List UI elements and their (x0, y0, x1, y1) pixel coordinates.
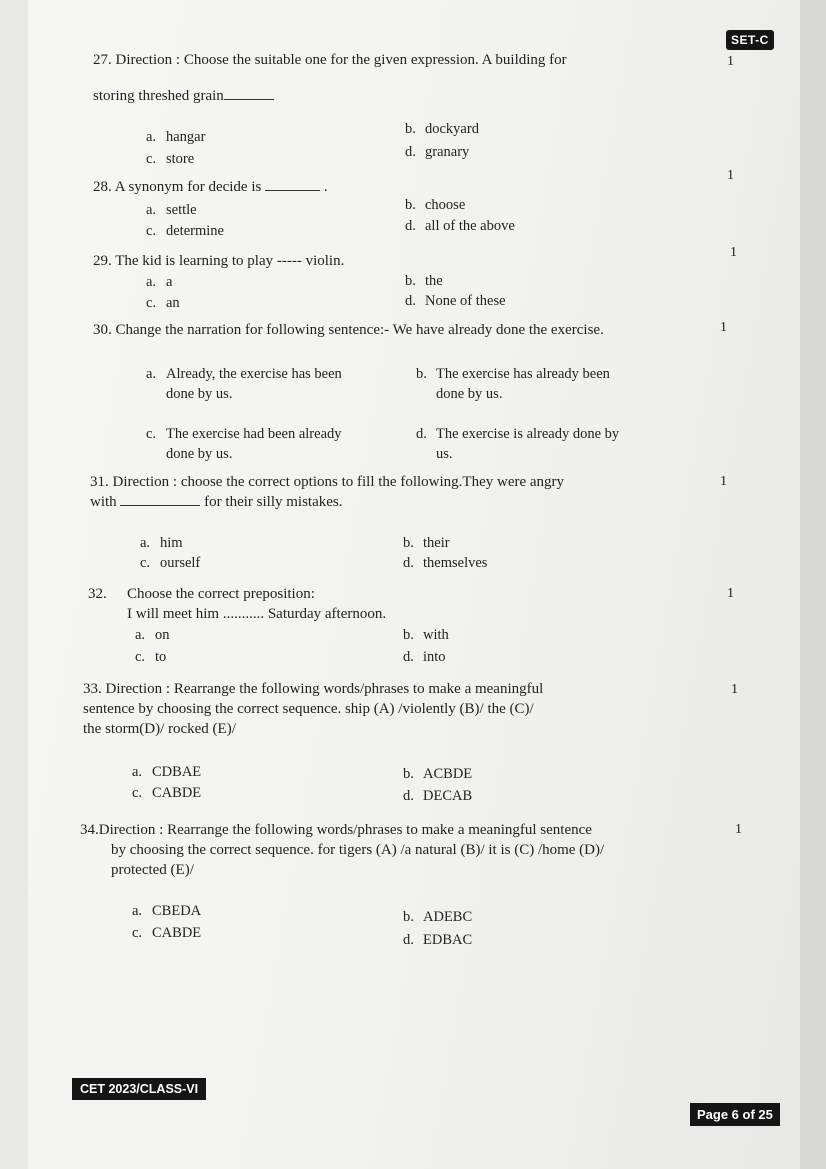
option-letter: a. (135, 627, 146, 643)
option-letter: c. (146, 151, 157, 167)
option-d (403, 647, 446, 667)
option-text: settle (166, 202, 197, 218)
option-text: all of the above (425, 218, 515, 234)
option-text: CDBAE (152, 764, 202, 780)
option-letter: b. (405, 273, 416, 289)
question-line: Direction : Choose the suitable one for the given expression. A building for (115, 52, 567, 68)
option-a (146, 127, 205, 147)
page-edge (800, 0, 826, 1169)
question-line: Direction : Rearrange the following words/phrases to make a meaningful (105, 681, 544, 697)
option-letter: d. (416, 426, 427, 442)
option-a (146, 364, 342, 404)
option-letter: d. (405, 144, 416, 160)
mark: 1 (731, 682, 738, 697)
option-letter: b. (405, 197, 416, 213)
option-a (146, 272, 172, 292)
option-letter: b. (416, 366, 427, 382)
question-number: 34. (80, 822, 99, 838)
option-text: a (166, 274, 173, 290)
mark: 1 (727, 54, 734, 69)
page-number-label: Page 6 of 25 (690, 1103, 780, 1126)
option-text: with (423, 627, 449, 643)
option-text: the (425, 273, 443, 289)
option-text: done by us. (436, 386, 503, 402)
mark: 1 (727, 586, 734, 601)
option-c (146, 149, 194, 169)
option-letter: b. (403, 909, 414, 925)
option-letter: c. (135, 649, 146, 665)
option-a (132, 762, 201, 782)
mark: 1 (730, 245, 737, 260)
option-letter: a. (132, 903, 143, 919)
option-text: done by us. (166, 386, 233, 402)
question-line: Choose the correct preposition: (127, 586, 315, 602)
option-d (403, 930, 472, 950)
option-letter: d. (405, 293, 416, 309)
option-text: hangar (166, 129, 206, 145)
mark: 1 (735, 822, 742, 837)
option-b (416, 364, 610, 404)
exam-code-label: CET 2023/CLASS-VI (72, 1078, 206, 1100)
question-line: Change the narration for following sentence:- We have already done the exercise. (115, 322, 604, 338)
question-line: for their silly mistakes. (204, 494, 343, 510)
option-d (405, 216, 515, 236)
option-c (135, 647, 166, 667)
mark: 1 (727, 168, 734, 183)
question-number: 28. (93, 179, 112, 195)
question-line: Direction : Rearrange the following words/phrases to make a meaningful sentence (98, 822, 592, 838)
option-b (405, 119, 479, 139)
option-b (403, 625, 449, 645)
question-line: I will meet him ........... Saturday afternoon. (127, 606, 387, 622)
question-text (93, 320, 604, 341)
option-text: determine (166, 223, 224, 239)
option-letter: c. (146, 295, 157, 311)
mark: 1 (720, 320, 727, 335)
option-a (132, 901, 201, 921)
question-line: storing threshed grain (93, 88, 224, 104)
question-line: protected (E)/ (111, 862, 194, 878)
question-line: the storm(D)/ rocked (E)/ (83, 721, 236, 737)
option-text: granary (425, 144, 470, 160)
option-text: us. (436, 446, 453, 462)
option-text: their (423, 535, 450, 551)
option-letter: c. (132, 925, 143, 941)
option-text: on (155, 627, 170, 643)
option-text: to (155, 649, 167, 665)
answer-blank (224, 87, 274, 100)
option-d (403, 553, 487, 573)
option-text: CBEDA (152, 903, 202, 919)
option-text: into (423, 649, 446, 665)
option-letter: b. (403, 627, 414, 643)
option-letter: d. (403, 788, 414, 804)
option-text: done by us. (166, 446, 233, 462)
set-badge: SET-C (726, 30, 774, 50)
option-b (403, 907, 472, 927)
option-text: ourself (160, 555, 201, 571)
option-a (146, 200, 197, 220)
option-text: The exercise has already been (436, 366, 610, 382)
option-letter: c. (146, 223, 157, 239)
option-text: EDBAC (423, 932, 473, 948)
question-line: The kid is learning to play ----- violin. (115, 253, 345, 269)
option-letter: a. (132, 764, 143, 780)
option-text: him (160, 535, 183, 551)
option-letter: c. (132, 785, 143, 801)
option-a (140, 533, 183, 553)
option-b (405, 195, 465, 215)
question-text (93, 251, 344, 272)
option-c (146, 293, 180, 313)
option-text: themselves (423, 555, 488, 571)
option-text: store (166, 151, 195, 167)
option-text: CABDE (152, 925, 202, 941)
option-b (403, 533, 450, 553)
option-d (405, 291, 506, 311)
question-number: 33. (83, 681, 102, 697)
question-text (93, 86, 274, 107)
option-letter: a. (146, 129, 157, 145)
option-text: None of these (425, 293, 506, 309)
question-line: sentence by choosing the correct sequence. ship (A) /violently (B)/ the (C)/ (83, 701, 534, 717)
question-text (83, 679, 543, 700)
option-d (403, 786, 472, 806)
question-line: with (90, 494, 117, 510)
option-text: DECAB (423, 788, 473, 804)
option-c (140, 553, 200, 573)
option-letter: c. (140, 555, 151, 571)
question-text (80, 820, 592, 841)
option-letter: a. (140, 535, 151, 551)
option-text: an (166, 295, 180, 311)
option-letter: b. (405, 121, 416, 137)
mark: 1 (720, 474, 727, 489)
question-number: 32. (88, 586, 107, 602)
question-number: 31. (90, 474, 109, 490)
option-c (146, 424, 342, 464)
option-text: choose (425, 197, 466, 213)
question-text (93, 50, 567, 71)
option-letter: a. (146, 202, 157, 218)
answer-blank (120, 493, 200, 506)
option-letter: d. (403, 649, 414, 665)
option-letter: a. (146, 366, 157, 382)
option-c (132, 923, 201, 943)
question-number: 30. (93, 322, 112, 338)
option-letter: a. (146, 274, 157, 290)
option-letter: c. (146, 426, 157, 442)
question-number: 29. (93, 253, 112, 269)
option-b (405, 271, 443, 291)
option-letter: d. (405, 218, 416, 234)
option-text: CABDE (152, 785, 202, 801)
question-line: Direction : choose the correct options to fill the following.They were angry (112, 474, 565, 490)
option-a (135, 625, 170, 645)
option-text: Already, the exercise has been (166, 366, 342, 382)
option-text: ACBDE (423, 766, 473, 782)
question-line: by choosing the correct sequence. for tigers (A) /a natural (B)/ it is (C) /home (D)/ (111, 842, 605, 858)
option-c (146, 221, 224, 241)
question-text (90, 472, 564, 493)
option-b (403, 764, 472, 784)
option-text: The exercise had been already (166, 426, 342, 442)
question-number: 27. (93, 52, 112, 68)
option-letter: b. (403, 535, 414, 551)
option-letter: d. (403, 555, 414, 571)
question-text (90, 492, 342, 513)
question-text (93, 177, 328, 198)
option-text: The exercise is already done by (436, 426, 620, 442)
question-line: . (323, 179, 328, 195)
option-d (405, 142, 469, 162)
answer-blank (265, 178, 320, 191)
option-c (132, 783, 201, 803)
option-text: ADEBC (423, 909, 473, 925)
option-letter: b. (403, 766, 414, 782)
option-text: dockyard (425, 121, 479, 137)
option-letter: d. (403, 932, 414, 948)
option-d (416, 424, 619, 464)
question-line: A synonym for decide is (114, 179, 262, 195)
